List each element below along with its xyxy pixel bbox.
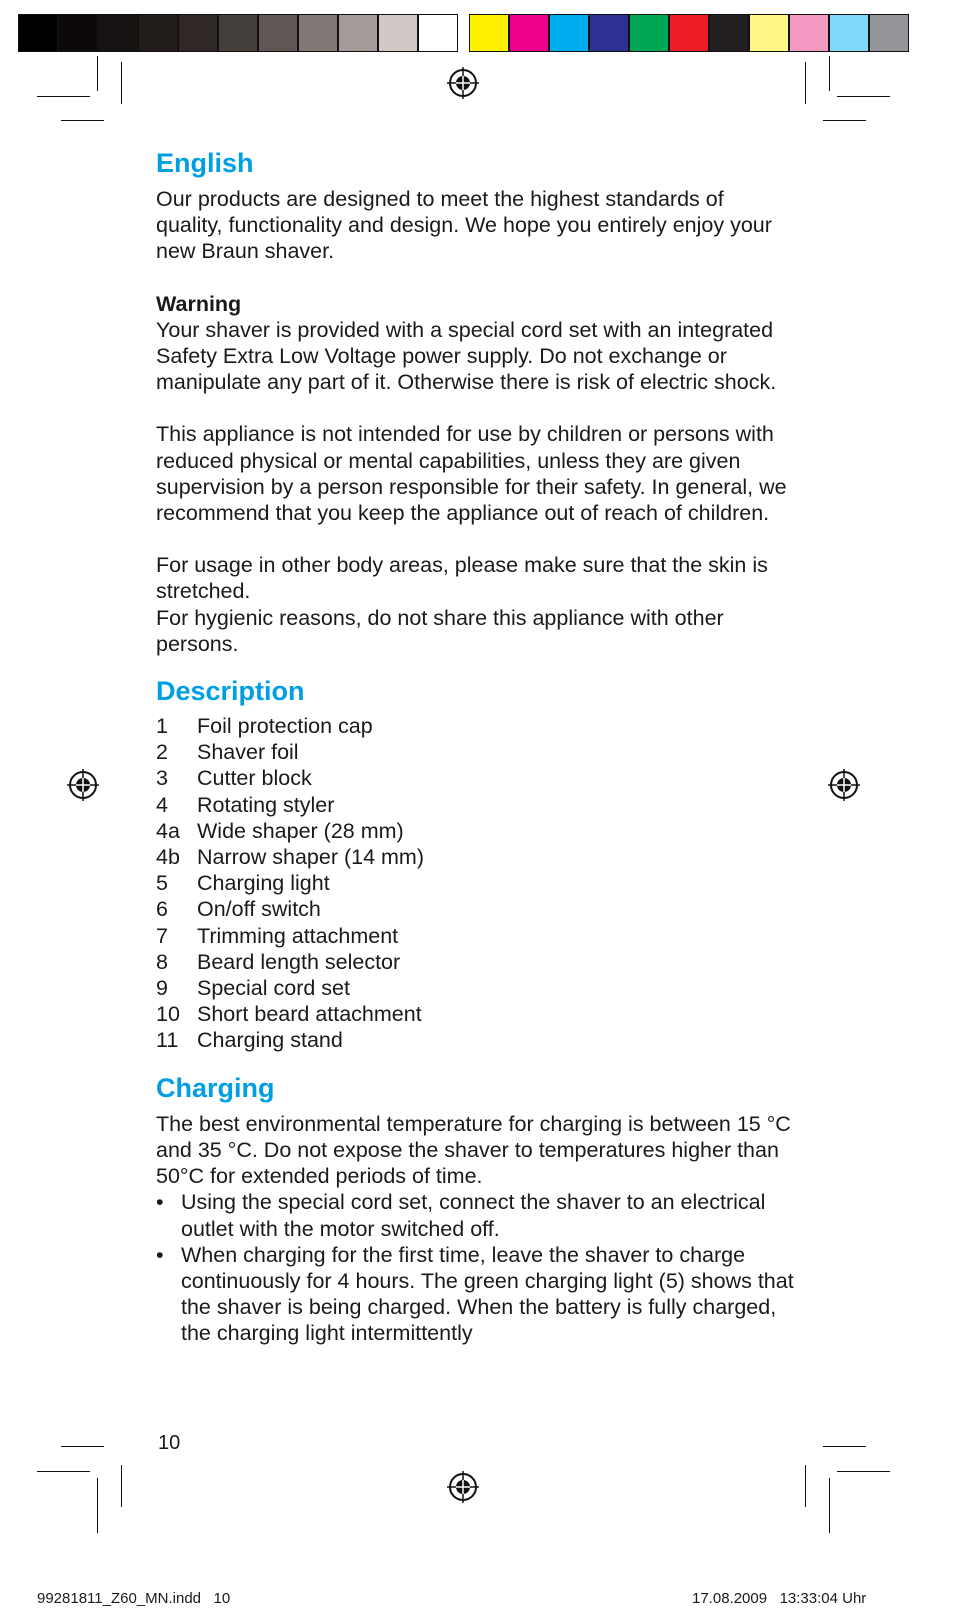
list-item: [156, 923, 796, 949]
bullet-icon: •: [156, 1242, 164, 1267]
crop-mark: [837, 96, 890, 97]
bullet-text: Using the special cord set, connect the shaver to an electrical outlet with the motor switched off.: [181, 1190, 766, 1241]
color-swatch: [789, 14, 829, 52]
grayscale-color-bar: [18, 14, 458, 54]
intro-paragraph: Our products are designed to meet the highest standards of quality, functionality and design. We hope you entirely enjoy your new Braun shaver.: [156, 187, 772, 264]
list-item: [156, 1027, 796, 1053]
footer-file-name: 99281811_Z60_MN.indd 10: [37, 1590, 231, 1607]
bullet-text: When charging for the first time, leave the shaver to charge continuously for 4 hours. The green charging light (5) shows that the shaver is being charged. When the battery is fully charged, the charging light intermittently: [181, 1242, 794, 1346]
section-heading-english: English: [156, 148, 254, 178]
color-swatch: [469, 14, 509, 52]
crop-mark: [829, 56, 830, 91]
crop-mark: [121, 1465, 122, 1507]
color-swatch: [509, 14, 549, 52]
bullet-item: [156, 1242, 796, 1347]
color-swatch: [298, 14, 338, 52]
list-item-label: Charging stand: [197, 1028, 343, 1053]
crop-mark: [97, 56, 98, 91]
crop-mark: [61, 1446, 104, 1447]
list-item-number: 10: [156, 1002, 180, 1027]
list-item-label: Narrow shaper (14 mm): [197, 845, 424, 870]
color-swatch: [378, 14, 418, 52]
crop-mark: [805, 1465, 806, 1507]
color-swatch: [218, 14, 258, 52]
warning-paragraph: Your shaver is provided with a special cord set with an integrated Safety Extra Low Voltage power supply. Do not exchange or manipulate any part of it. Otherwise there is risk of electric shock.: [156, 317, 777, 395]
crop-mark: [37, 96, 90, 97]
charging-paragraph: The best environmental temperature for charging is between 15 °C and 35 °C. Do not expose the shaver to temperatures higher than 50°C for extended periods of time.: [156, 1111, 791, 1189]
crosshair-registration-icon: [828, 769, 860, 801]
crosshair-registration-icon: [447, 1471, 479, 1503]
list-item-number: 7: [156, 923, 168, 948]
list-item-number: 3: [156, 766, 168, 791]
crosshair-registration-icon: [447, 67, 479, 99]
bullet-item: [156, 1189, 796, 1241]
list-item: [156, 949, 796, 975]
list-item-label: Shaver foil: [197, 740, 299, 765]
crop-mark: [837, 1471, 890, 1472]
description-list: [156, 713, 796, 1054]
crop-mark: [121, 62, 122, 104]
list-item-label: Beard length selector: [197, 949, 401, 974]
list-item-label: Rotating styler: [197, 792, 335, 817]
page-number: 10: [158, 1432, 181, 1454]
color-swatch: [589, 14, 629, 52]
list-item-number: 11: [156, 1028, 179, 1053]
list-item-label: Cutter block: [197, 766, 312, 791]
color-swatch: [869, 14, 909, 52]
crop-mark: [805, 62, 806, 104]
list-item: [156, 713, 796, 739]
list-item: [156, 1001, 796, 1027]
color-swatch: [629, 14, 669, 52]
color-swatch: [138, 14, 178, 52]
warning-paragraph: For usage in other body areas, please make sure that the skin is stretched.: [156, 553, 768, 604]
list-item: [156, 792, 796, 818]
list-item-number: 6: [156, 897, 168, 922]
list-item-number: 8: [156, 949, 168, 974]
color-swatch: [669, 14, 709, 52]
list-item-label: Short beard attachment: [197, 1002, 422, 1027]
manual-content: [156, 146, 796, 1347]
section-heading-description: Description: [156, 676, 305, 707]
spacer: [156, 395, 796, 421]
list-item: [156, 896, 796, 922]
color-swatch: [709, 14, 749, 52]
bullet-icon: •: [156, 1190, 164, 1215]
list-item-number: 4: [156, 792, 168, 817]
crop-mark: [97, 1478, 98, 1533]
spacer: [156, 265, 796, 291]
list-item-label: On/off switch: [197, 897, 321, 922]
list-item-label: Wide shaper (28 mm): [197, 818, 404, 843]
color-swatch: [58, 14, 98, 52]
color-swatch: [829, 14, 869, 52]
footer-timestamp: 17.08.2009 13:33:04 Uhr: [692, 1590, 867, 1607]
crop-mark: [61, 120, 104, 121]
crop-mark: [37, 1471, 90, 1472]
spacer: [156, 526, 796, 552]
list-item: [156, 844, 796, 870]
color-swatch: [18, 14, 58, 52]
list-item: [156, 870, 796, 896]
warning-paragraph: This appliance is not intended for use by children or persons with reduced physical or mental capabilities, unless they are given supervision by a person responsible for their safety. In general, we recommend that you keep the appliance out of reach of children.: [156, 422, 787, 526]
list-item-number: 2: [156, 740, 168, 765]
warning-title: Warning: [156, 291, 242, 316]
list-item-label: Special cord set: [197, 976, 350, 1001]
list-item-label: Charging light: [197, 871, 330, 896]
color-swatch: [98, 14, 138, 52]
warning-paragraph: For hygienic reasons, do not share this appliance with other persons.: [156, 605, 724, 656]
list-item-label: Trimming attachment: [197, 923, 399, 948]
crop-mark: [829, 1478, 830, 1533]
list-item: [156, 739, 796, 765]
color-swatch: [338, 14, 378, 52]
charging-bullet-list: [156, 1189, 796, 1346]
list-item-number: 1: [156, 714, 168, 739]
crop-mark: [823, 120, 866, 121]
color-swatch: [258, 14, 298, 52]
list-item-number: 4b: [156, 845, 180, 870]
section-heading-charging: Charging: [156, 1072, 275, 1103]
crosshair-registration-icon: [67, 769, 99, 801]
color-swatch: [178, 14, 218, 52]
process-color-bar: [469, 14, 909, 54]
color-swatch: [749, 14, 789, 52]
list-item: [156, 818, 796, 844]
color-swatch: [549, 14, 589, 52]
list-item: [156, 765, 796, 791]
list-item-number: 9: [156, 976, 168, 1001]
list-item: [156, 975, 796, 1001]
list-item-number: 5: [156, 871, 168, 896]
color-swatch: [418, 14, 458, 52]
list-item-number: 4a: [156, 818, 180, 843]
crop-mark: [823, 1446, 866, 1447]
list-item-label: Foil protection cap: [197, 714, 373, 739]
